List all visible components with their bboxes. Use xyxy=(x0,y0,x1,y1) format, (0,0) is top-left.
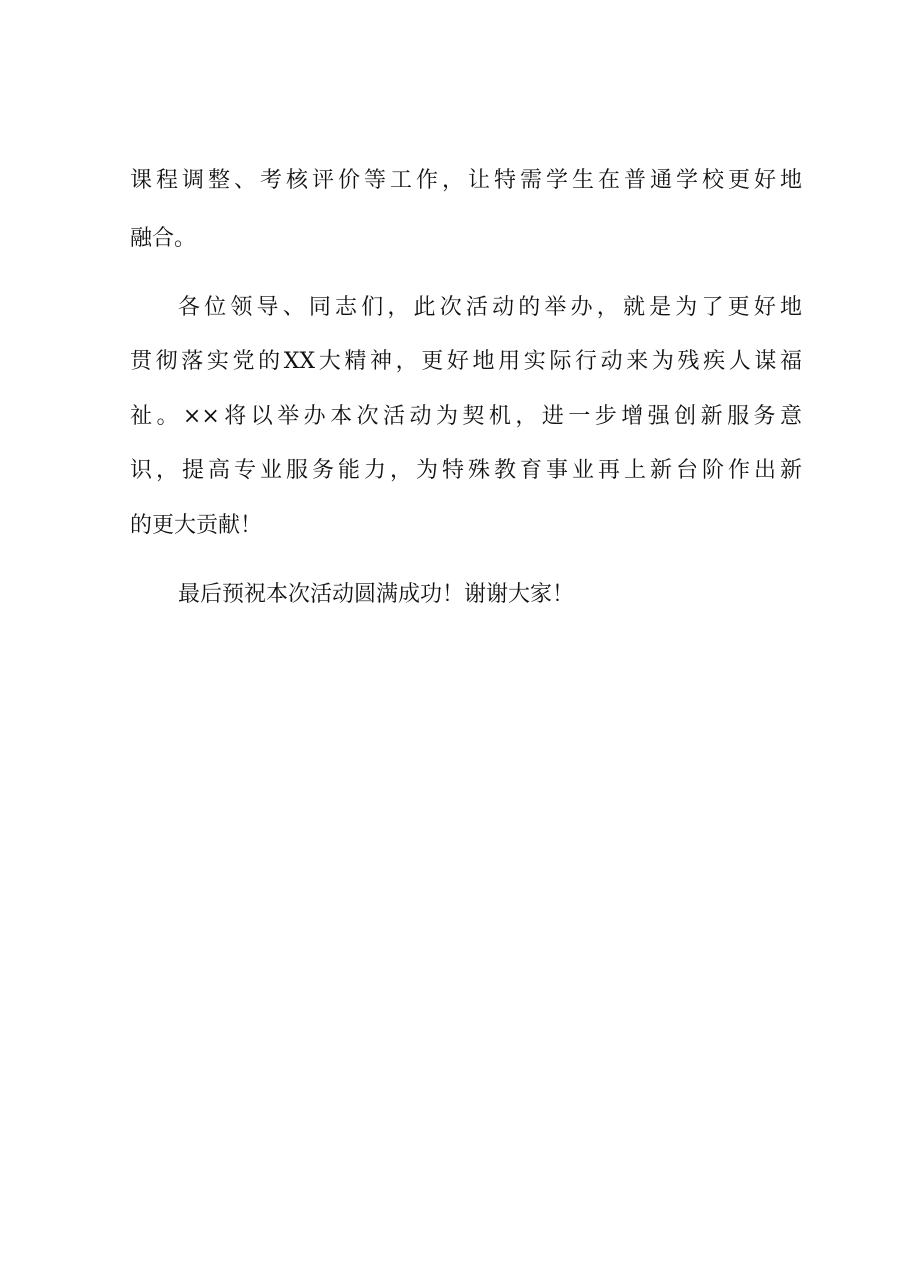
paragraph-1-line-1: 课程调整、考核评价等工作，让特需学生在普通学校更好地 xyxy=(130,168,802,193)
paragraph-2-line-2: 贯彻落实党的XX大精神，更好地用实际行动来为残疾人谋福 xyxy=(130,349,802,374)
paragraph-1-line-2: 融合。 xyxy=(130,226,197,251)
paragraph-2-line-4: 识，提高专业服务能力，为特殊教育事业再上新台阶作出新 xyxy=(130,458,802,483)
paragraph-2-line-3: 祉。××将以举办本次活动为契机，进一步增强创新服务意 xyxy=(130,404,802,429)
paragraph-2-line-5: 的更大贡献！ xyxy=(130,513,263,538)
paragraph-3-line-1: 最后预祝本次活动圆满成功！谢谢大家！ xyxy=(178,582,575,607)
paragraph-2-line-1: 各位领导、同志们，此次活动的举办，就是为了更好地 xyxy=(178,295,802,320)
